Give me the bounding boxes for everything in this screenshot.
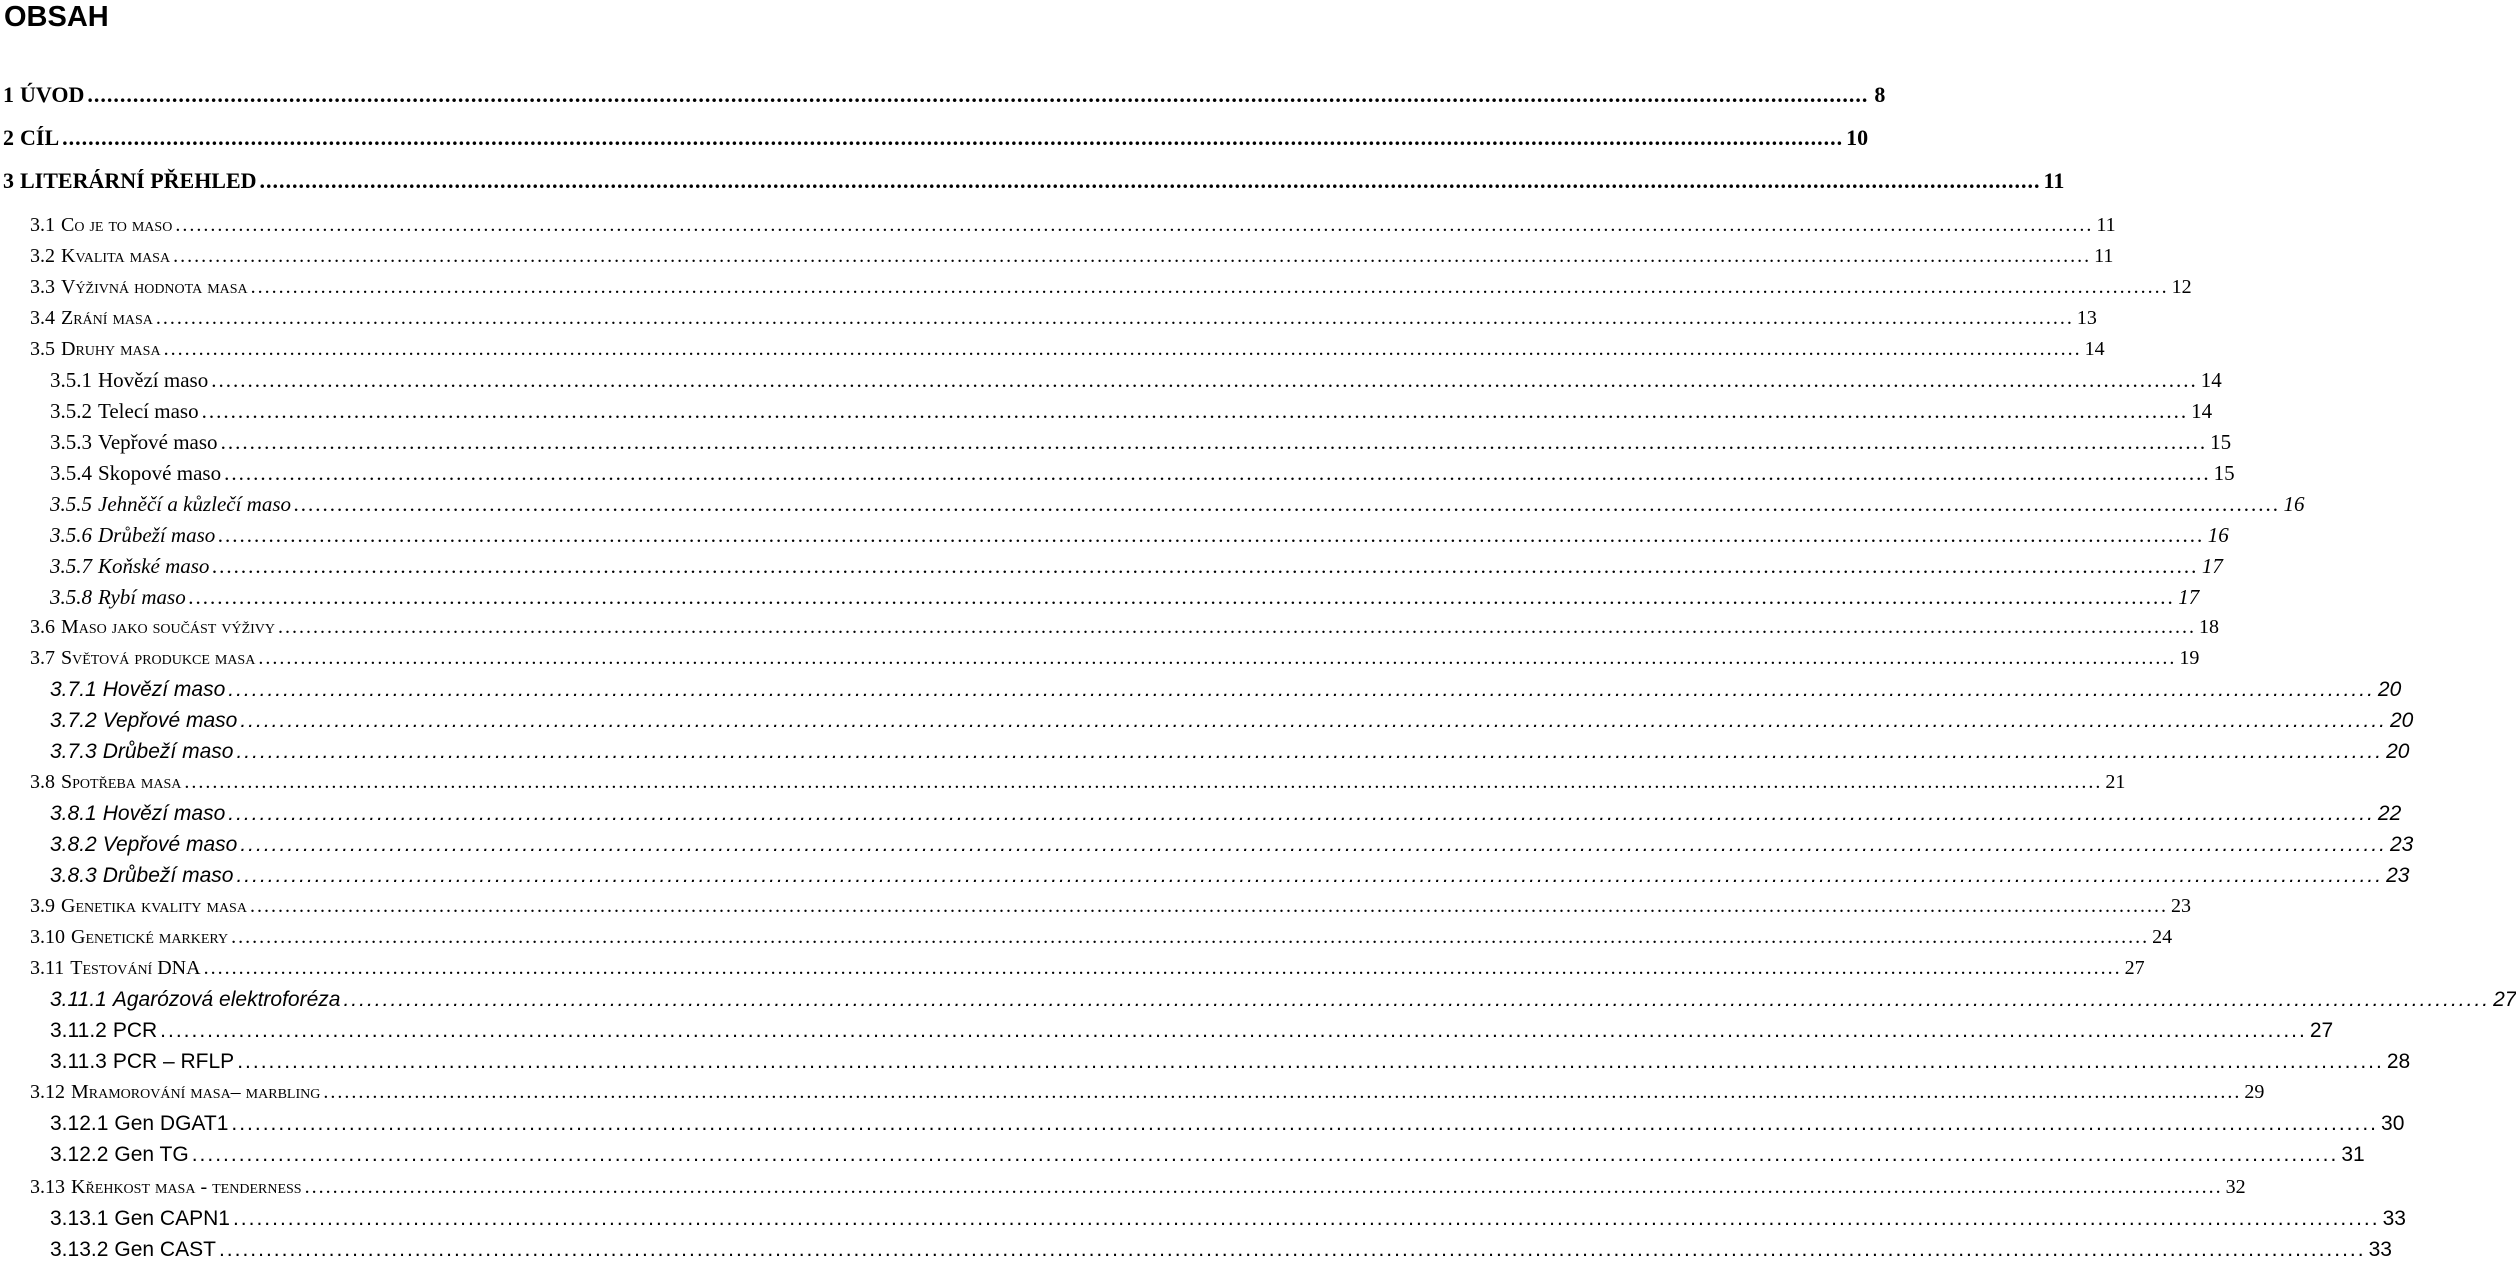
toc-entry-page: 13: [2076, 307, 2097, 329]
toc-leader: [236, 740, 2383, 764]
toc-leader: [211, 368, 2198, 393]
toc-entry-title: Hovězí maso: [98, 368, 209, 392]
toc-entry-page: 8: [1874, 82, 1886, 107]
toc-entry-number: 3.11.2: [50, 1019, 107, 1042]
toc-entry[interactable]: [0, 125, 1869, 153]
toc-entry-title: Gen TG: [114, 1143, 189, 1166]
toc-entry-page: 33: [2368, 1238, 2392, 1261]
toc-entry[interactable]: [0, 276, 2192, 304]
toc-leader: [343, 988, 2490, 1012]
toc-entry-number: 3.3: [30, 276, 55, 298]
toc-entry-title: Gen DGAT1: [114, 1112, 229, 1135]
toc-entry-number: 3.11: [30, 957, 65, 979]
toc-entry-number: 3.7.2: [50, 709, 97, 732]
toc-entry-number: 3.10: [30, 926, 65, 948]
toc-entry[interactable]: [0, 585, 2200, 613]
toc-entry-title: LITERÁRNÍ PŘEHLED: [20, 168, 257, 193]
toc-entry[interactable]: [0, 1050, 2411, 1078]
toc-entry-number: 3.5.7: [50, 554, 92, 578]
toc-entry-title: Světová produkce masa: [61, 647, 256, 669]
toc-entry-page: 14: [2200, 368, 2222, 392]
toc-leader: [184, 771, 2102, 794]
toc-entry-title: Spotřeba masa: [61, 771, 182, 793]
toc-entry-page: 14: [2084, 338, 2105, 360]
toc-entry-number: 3.5.1: [50, 368, 92, 392]
toc-entry-title: Co je to maso: [61, 214, 173, 236]
toc-entry-page: 17: [2201, 554, 2223, 578]
toc-entry-number: 3.12: [30, 1081, 65, 1103]
toc-entry-page: 28: [2386, 1050, 2411, 1073]
toc-leader: [164, 338, 2082, 361]
toc-entry[interactable]: [0, 214, 2116, 242]
toc-entry[interactable]: [0, 338, 2105, 366]
toc-leader: [175, 214, 2093, 237]
toc-leader: [87, 82, 1868, 108]
toc-entry[interactable]: [0, 430, 2232, 458]
toc-entry-number: 3.4: [30, 307, 55, 329]
toc-entry-page: 23: [2170, 895, 2191, 917]
toc-entry-page: 15: [2210, 430, 2232, 454]
toc-entry-number: 3.5.4: [50, 461, 92, 485]
toc-leader: [260, 168, 2041, 194]
toc-entry-title: Skopové maso: [98, 461, 222, 485]
toc-leader: [62, 125, 1843, 151]
toc-entry-page: 17: [2178, 585, 2200, 609]
toc-entry-number: 3.12.2: [50, 1143, 109, 1166]
toc-entry-title: Křehkost masa - tenderness: [71, 1176, 302, 1198]
toc-entry[interactable]: [0, 307, 2097, 335]
toc-entry-number: 3.5.2: [50, 399, 92, 423]
toc-entry-title: Testování DNA: [70, 957, 201, 979]
toc-entry-number: 3.7.1: [50, 678, 97, 701]
toc-leader: [323, 1081, 2241, 1104]
toc-leader: [228, 802, 2375, 826]
toc-entry[interactable]: [0, 864, 2410, 892]
toc-entry[interactable]: [0, 833, 2414, 861]
toc-entry[interactable]: [0, 245, 2114, 273]
toc-entry[interactable]: [0, 399, 2213, 427]
toc-entry-title: Vepřové maso: [98, 430, 218, 454]
toc-entry-title: Zrání masa: [61, 307, 153, 329]
toc-entry[interactable]: [0, 554, 2223, 582]
toc-leader: [258, 647, 2176, 670]
toc-entry-number: 3.11.3: [50, 1050, 107, 1073]
toc-leader: [156, 307, 2074, 330]
toc-leader: [231, 926, 2149, 949]
toc-entry[interactable]: [0, 1019, 2334, 1047]
toc-entry-page: 14: [2191, 399, 2213, 423]
toc-leader: [240, 709, 2387, 733]
toc-entry-page: 24: [2152, 926, 2173, 948]
toc-entry-number: 3.5.5: [50, 492, 92, 516]
toc-entry-page: 27: [2124, 957, 2145, 979]
toc-entry-title: Hovězí maso: [102, 802, 226, 825]
toc-leader: [221, 430, 2208, 455]
toc-entry[interactable]: [0, 740, 2410, 768]
toc-entry-number: 3.13.2: [50, 1238, 109, 1261]
toc-entry-number: 3.7: [30, 647, 55, 669]
toc-leader: [237, 1050, 2384, 1074]
toc-entry[interactable]: [0, 802, 2402, 830]
toc-entry[interactable]: [0, 1176, 2246, 1204]
toc-leader: [219, 1238, 2366, 1262]
toc-entry-page: 27: [2493, 988, 2516, 1011]
toc-leader: [173, 245, 2091, 268]
toc-entry-number: 3.8.2: [50, 833, 97, 856]
toc-entry-page: 20: [2386, 740, 2410, 763]
toc-entry[interactable]: [0, 168, 2065, 196]
toc-entry-page: 33: [2382, 1207, 2406, 1230]
toc-entry-title: Gen CAST: [114, 1238, 216, 1261]
toc-entry-title: Gen CAPN1: [114, 1207, 230, 1230]
toc-entry[interactable]: [0, 616, 2220, 644]
toc-entry-number: 3.6: [30, 616, 55, 638]
toc-entry-page: 32: [2225, 1176, 2246, 1198]
toc-entry[interactable]: [0, 957, 2145, 985]
toc-entry-title: Druhy masa: [61, 338, 161, 360]
toc-entry[interactable]: [0, 1143, 2365, 1171]
toc-entry-title: CÍL: [20, 125, 60, 150]
toc-entry-page: 11: [2043, 168, 2065, 193]
toc-leader: [202, 399, 2189, 424]
toc-entry[interactable]: [0, 1112, 2405, 1140]
toc-entry-number: 1: [3, 82, 14, 107]
toc-entry-title: Výživná hodnota masa: [61, 276, 248, 298]
toc-entry-number: 3.1: [30, 214, 55, 236]
toc-entry-page: 18: [2199, 616, 2220, 638]
toc-entry[interactable]: [0, 368, 2222, 396]
toc-entry-title: ÚVOD: [20, 82, 85, 107]
toc-entry-title: Vepřové maso: [102, 709, 238, 732]
toc-leader: [240, 833, 2387, 857]
toc-leader: [218, 523, 2205, 548]
toc-leader: [224, 461, 2211, 486]
toc-entry-page: 12: [2171, 276, 2192, 298]
toc-entry-number: 3.7.3: [50, 740, 97, 763]
toc-entry-number: 3.12.1: [50, 1112, 109, 1135]
toc-entry-number: 3.11.1: [50, 988, 107, 1011]
toc-entry-title: Kvalita masa: [61, 245, 171, 267]
toc-leader: [160, 1019, 2307, 1043]
toc-entry-page: 19: [2179, 647, 2200, 669]
toc-leader: [305, 1176, 2223, 1199]
toc-entry-number: 3.13.1: [50, 1207, 109, 1230]
toc-entry-number: 3.9: [30, 895, 55, 917]
toc-entry-title: Genetika kvality masa: [61, 895, 247, 917]
toc-entry-title: Agarózová elektroforéza: [112, 988, 341, 1011]
toc-leader: [212, 554, 2199, 579]
toc-entry-number: 3.5.3: [50, 430, 92, 454]
toc-entry-number: 3.13: [30, 1176, 65, 1198]
toc-entry-page: 20: [2390, 709, 2414, 732]
toc-entry-page: 16: [2207, 523, 2229, 547]
toc-entry-title: Koňské maso: [98, 554, 210, 578]
toc-entry-title: Genetické markery: [71, 926, 229, 948]
toc-entry-page: 31: [2341, 1143, 2365, 1166]
page-title: OBSAH: [4, 1, 109, 33]
toc-entry[interactable]: [0, 1238, 2392, 1266]
toc-leader: [294, 492, 2281, 517]
toc-entry-title: PCR – RFLP: [112, 1050, 235, 1073]
toc-entry-number: 3: [3, 168, 14, 193]
toc-leader: [278, 616, 2196, 639]
toc-entry-page: 27: [2309, 1019, 2334, 1042]
toc-entry-page: 11: [2094, 245, 2114, 267]
toc-entry-title: Jehněčí a kůzlečí maso: [98, 492, 292, 516]
toc-entry[interactable]: [0, 926, 2173, 954]
toc-entry-title: Hovězí maso: [102, 678, 226, 701]
toc-entry[interactable]: [0, 1081, 2265, 1109]
toc-entry-page: 23: [2390, 833, 2414, 856]
toc-entry[interactable]: [0, 678, 2402, 706]
toc-leader: [233, 1207, 2380, 1231]
toc-entry-title: Maso jako součást výživy: [61, 616, 276, 638]
toc-entry[interactable]: [0, 461, 2235, 489]
toc-entry-page: 16: [2283, 492, 2305, 516]
toc-entry[interactable]: [0, 709, 2414, 737]
toc-entry[interactable]: [0, 82, 1886, 110]
toc-entry-title: Rybí maso: [98, 585, 186, 609]
toc-entry[interactable]: [0, 492, 2305, 520]
toc-entry-number: 2: [3, 125, 14, 150]
toc-entry-page: 11: [2096, 214, 2116, 236]
toc-entry-number: 3.8: [30, 771, 55, 793]
toc-entry-title: Mramorování masa– marbling: [71, 1081, 321, 1103]
toc-entry[interactable]: [0, 1207, 2406, 1235]
toc-entry-number: 3.5.8: [50, 585, 92, 609]
toc-entry-number: 3.5.6: [50, 523, 92, 547]
toc-leader: [228, 678, 2375, 702]
toc-leader: [236, 864, 2383, 888]
toc-leader: [250, 895, 2168, 918]
toc-leader: [189, 585, 2176, 610]
toc-entry-number: 3.2: [30, 245, 55, 267]
toc-entry-page: 22: [2377, 802, 2402, 825]
toc-entry-number: 3.5: [30, 338, 55, 360]
toc-entry-title: Vepřové maso: [102, 833, 238, 856]
toc-entry[interactable]: [0, 647, 2200, 675]
toc-entry-title: Drůbeží maso: [102, 740, 234, 763]
toc-entry[interactable]: [0, 523, 2229, 551]
toc-entry-page: 15: [2213, 461, 2235, 485]
toc-entry-page: 10: [1846, 125, 1869, 150]
toc-leader: [192, 1143, 2339, 1167]
toc-entry-page: 21: [2105, 771, 2126, 793]
toc-entry-page: 23: [2386, 864, 2410, 887]
toc-entry-page: 30: [2381, 1112, 2405, 1135]
toc-entry[interactable]: [0, 895, 2191, 923]
toc-leader: [251, 276, 2169, 299]
toc-entry-title: Telecí maso: [98, 399, 199, 423]
toc-entry-page: 20: [2377, 678, 2402, 701]
toc-entry-title: Drůbeží maso: [102, 864, 234, 887]
toc-entry-number: 3.8.1: [50, 802, 97, 825]
toc-entry[interactable]: [0, 988, 2516, 1016]
toc-entry[interactable]: [0, 771, 2126, 799]
toc-entry-title: Drůbeží maso: [98, 523, 216, 547]
toc-leader: [231, 1112, 2378, 1136]
toc-entry-number: 3.8.3: [50, 864, 97, 887]
toc-entry-page: 29: [2244, 1081, 2265, 1103]
toc-leader: [204, 957, 2122, 980]
toc-entry-title: PCR: [112, 1019, 158, 1042]
